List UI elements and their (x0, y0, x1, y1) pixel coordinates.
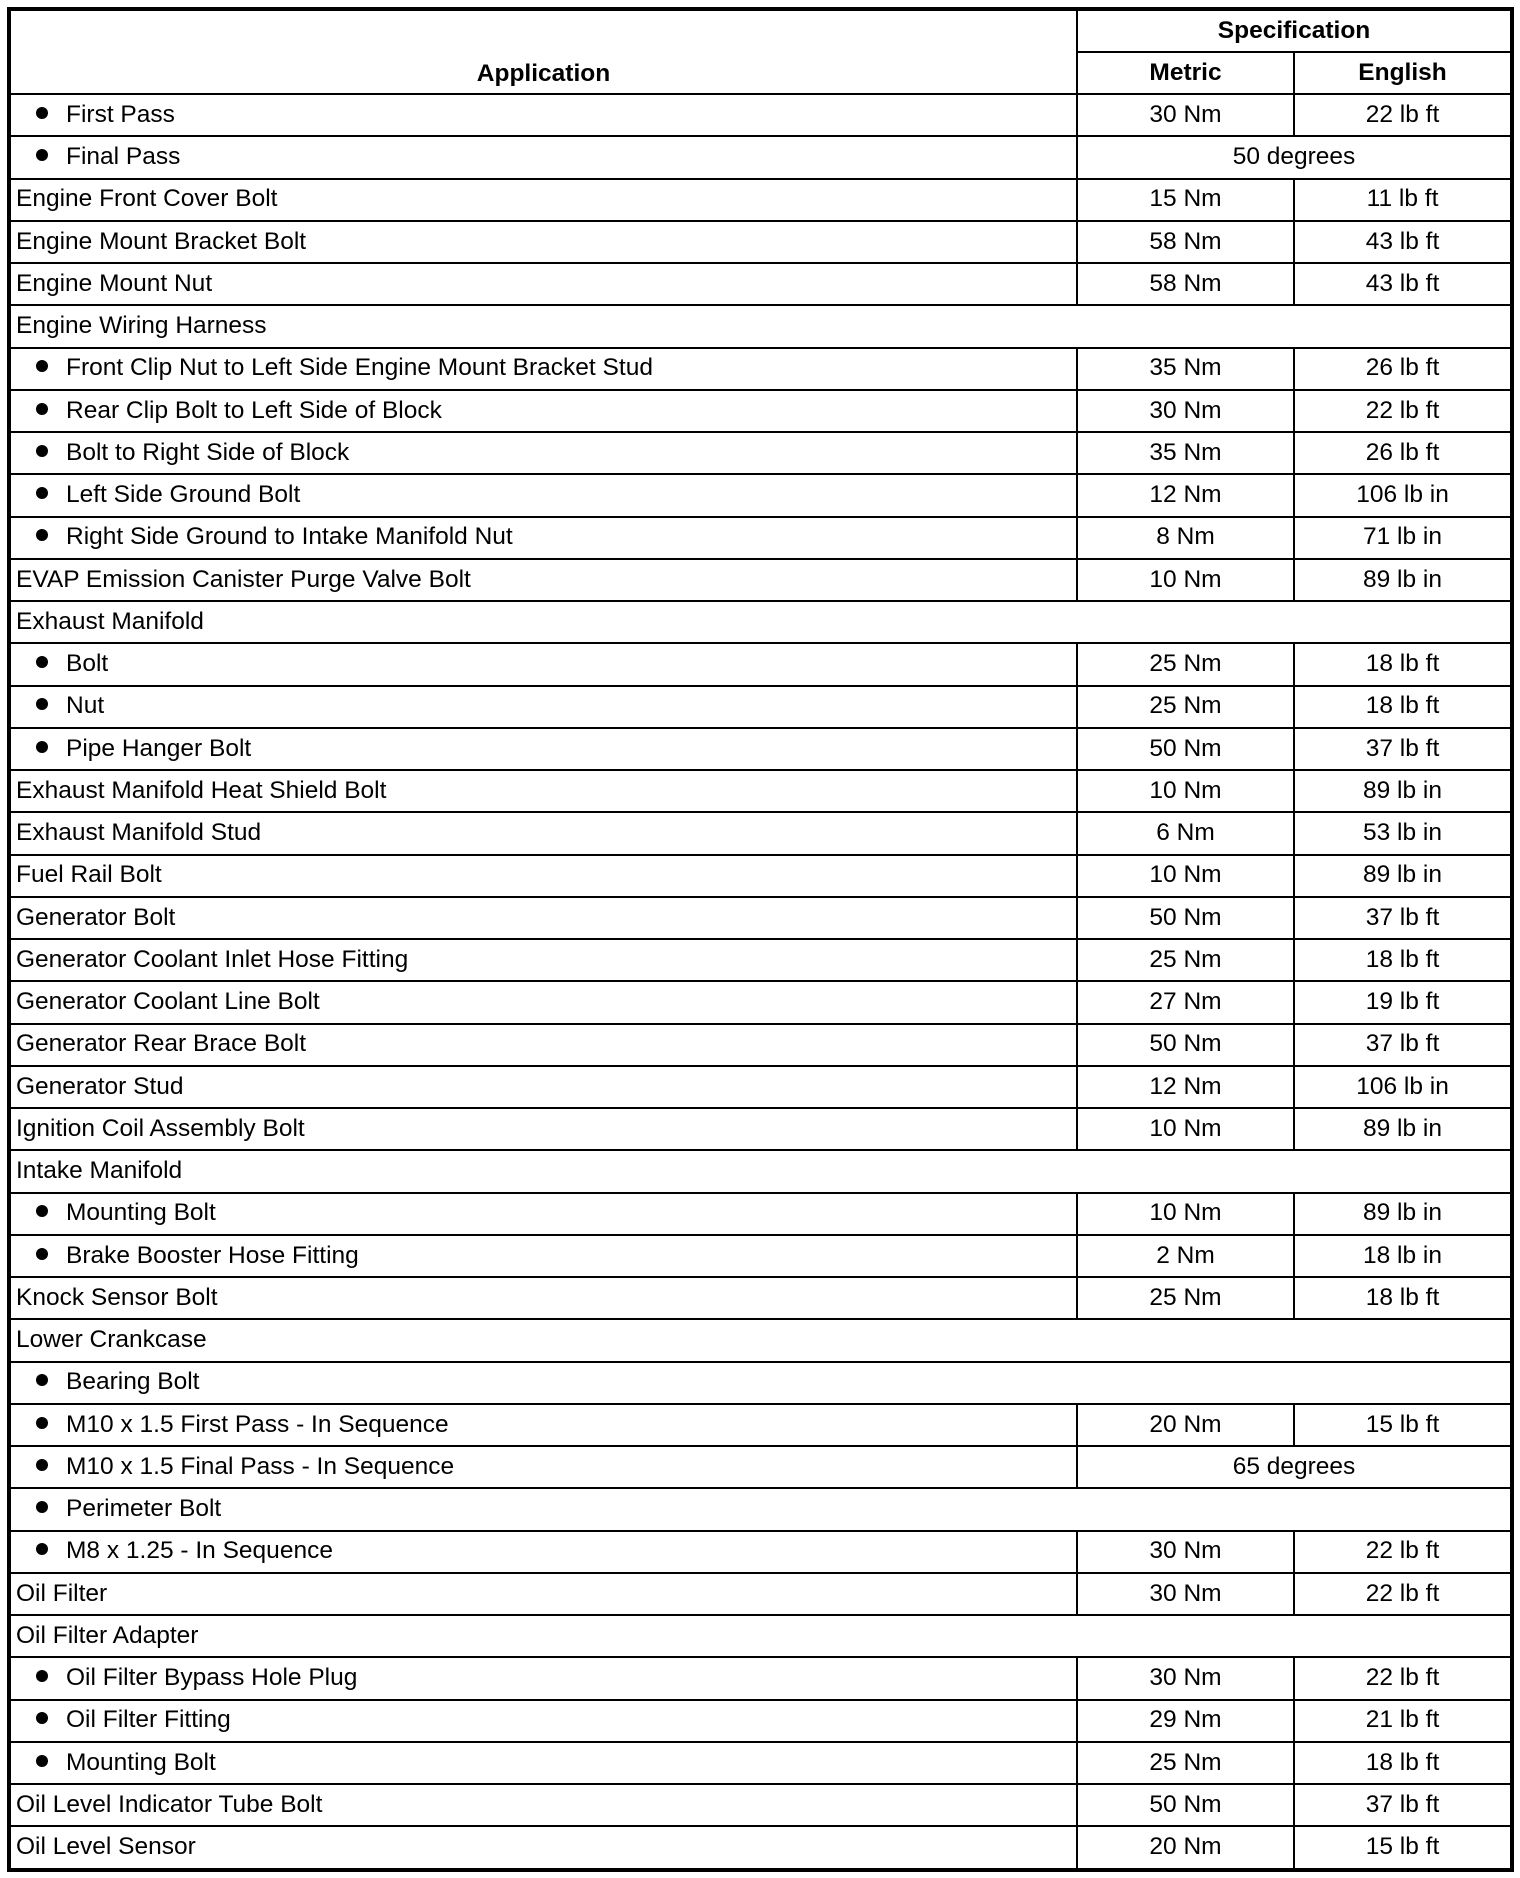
bullet-icon (36, 1417, 48, 1429)
bullet-icon (36, 1670, 48, 1682)
table-row (9, 1742, 1512, 1784)
table-row (9, 1150, 1512, 1192)
bullet-icon (36, 1543, 48, 1555)
table-row (9, 1531, 1512, 1573)
english-cell: 89 lb in (1294, 770, 1512, 812)
english-cell: 71 lb in (1294, 517, 1512, 559)
application-label: Left Side Ground Bolt (66, 481, 301, 509)
english-cell: 89 lb in (1294, 559, 1512, 601)
application-cell (9, 1742, 1077, 1784)
table-row (9, 179, 1512, 221)
metric-cell: 20 Nm (1077, 1826, 1294, 1870)
application-label: Exhaust Manifold Stud (16, 819, 262, 847)
metric-cell: 10 Nm (1077, 855, 1294, 897)
metric-cell: 10 Nm (1077, 1193, 1294, 1235)
table-row (9, 939, 1512, 981)
metric-cell: 30 Nm (1077, 1531, 1294, 1573)
application-cell (9, 263, 1077, 305)
application-label: Generator Stud (16, 1072, 184, 1100)
application-cell (9, 390, 1077, 432)
application-label: Bolt (66, 650, 109, 678)
spec-table-body (9, 94, 1512, 1870)
application-label: Exhaust Manifold (16, 607, 204, 635)
english-cell: 18 lb ft (1294, 686, 1512, 728)
metric-column-header: Metric (1077, 52, 1294, 94)
bullet-icon (36, 107, 48, 119)
application-cell (9, 1066, 1077, 1108)
bullet-icon (36, 1712, 48, 1724)
english-cell: 21 lb ft (1294, 1700, 1512, 1742)
application-label: M10 x 1.5 Final Pass - In Sequence (66, 1452, 455, 1480)
specification-cell: 50 degrees (1077, 136, 1512, 178)
application-cell (9, 1150, 1512, 1192)
metric-cell: 50 Nm (1077, 897, 1294, 939)
english-cell: 22 lb ft (1294, 1573, 1512, 1615)
table-row (9, 432, 1512, 474)
metric-cell: 15 Nm (1077, 179, 1294, 221)
application-label: Exhaust Manifold Heat Shield Bolt (16, 776, 387, 804)
application-cell (9, 1446, 1077, 1488)
bullet-icon (36, 529, 48, 541)
application-cell (9, 1615, 1512, 1657)
english-cell: 89 lb in (1294, 1193, 1512, 1235)
application-label: Perimeter Bolt (66, 1495, 222, 1523)
application-label: Engine Mount Bracket Bolt (16, 227, 307, 255)
english-cell: 18 lb ft (1294, 1742, 1512, 1784)
table-row (9, 1066, 1512, 1108)
table-row (9, 1235, 1512, 1277)
application-cell (9, 559, 1077, 601)
application-cell (9, 432, 1077, 474)
application-cell (9, 1404, 1077, 1446)
application-label: Brake Booster Hose Fitting (66, 1241, 359, 1269)
application-cell (9, 812, 1077, 854)
english-cell: 37 lb ft (1294, 897, 1512, 939)
application-label: Oil Level Sensor (16, 1833, 196, 1861)
english-cell: 106 lb in (1294, 1066, 1512, 1108)
table-row (9, 1108, 1512, 1150)
table-row (9, 559, 1512, 601)
english-cell: 22 lb ft (1294, 1531, 1512, 1573)
english-cell: 18 lb ft (1294, 643, 1512, 685)
table-row (9, 1700, 1512, 1742)
english-cell: 22 lb ft (1294, 1657, 1512, 1699)
table-row (9, 812, 1512, 854)
application-label: Oil Level Indicator Tube Bolt (16, 1790, 323, 1818)
english-cell: 89 lb in (1294, 1108, 1512, 1150)
english-cell: 37 lb ft (1294, 1024, 1512, 1066)
table-row (9, 728, 1512, 770)
bullet-icon (36, 149, 48, 161)
application-cell (9, 474, 1077, 516)
table-row (9, 1573, 1512, 1615)
application-cell (9, 1531, 1077, 1573)
application-cell (9, 855, 1077, 897)
english-column-header: English (1294, 52, 1512, 94)
table-row (9, 221, 1512, 263)
application-label: Fuel Rail Bolt (16, 861, 162, 889)
table-row (9, 1446, 1512, 1488)
application-cell (9, 1573, 1077, 1615)
metric-cell: 50 Nm (1077, 728, 1294, 770)
application-cell (9, 770, 1077, 812)
metric-cell: 29 Nm (1077, 1700, 1294, 1742)
application-label: Mounting Bolt (66, 1199, 216, 1227)
application-cell (9, 939, 1077, 981)
table-row (9, 1488, 1512, 1530)
table-row (9, 1319, 1512, 1361)
application-label: Right Side Ground to Intake Manifold Nut (66, 523, 513, 551)
table-row (9, 981, 1512, 1023)
table-row (9, 643, 1512, 685)
application-cell (9, 1700, 1077, 1742)
application-label: Lower Crankcase (16, 1326, 207, 1354)
metric-cell: 30 Nm (1077, 390, 1294, 432)
application-label: Knock Sensor Bolt (16, 1283, 218, 1311)
english-cell: 15 lb ft (1294, 1404, 1512, 1446)
application-label: Nut (66, 692, 105, 720)
torque-spec-table (7, 7, 1514, 1872)
english-cell: 19 lb ft (1294, 981, 1512, 1023)
english-cell: 15 lb ft (1294, 1826, 1512, 1870)
application-cell (9, 601, 1512, 643)
bullet-icon (36, 1755, 48, 1767)
application-cell (9, 1488, 1512, 1530)
metric-cell: 58 Nm (1077, 263, 1294, 305)
application-label: Pipe Hanger Bolt (66, 734, 252, 762)
bullet-icon (36, 360, 48, 372)
table-row (9, 1024, 1512, 1066)
metric-cell: 25 Nm (1077, 686, 1294, 728)
english-cell: 37 lb ft (1294, 728, 1512, 770)
application-label: Engine Wiring Harness (16, 312, 267, 340)
table-row (9, 770, 1512, 812)
table-row (9, 348, 1512, 390)
application-label: Final Pass (66, 143, 181, 171)
metric-cell: 2 Nm (1077, 1235, 1294, 1277)
english-cell: 11 lb ft (1294, 179, 1512, 221)
application-cell (9, 221, 1077, 263)
bullet-icon (36, 487, 48, 499)
metric-cell: 35 Nm (1077, 432, 1294, 474)
application-cell (9, 1362, 1512, 1404)
table-row (9, 686, 1512, 728)
application-cell (9, 517, 1077, 559)
application-cell (9, 981, 1077, 1023)
bullet-icon (36, 1374, 48, 1386)
table-row (9, 1277, 1512, 1319)
metric-cell: 25 Nm (1077, 1277, 1294, 1319)
application-cell (9, 305, 1512, 347)
bullet-icon (36, 1459, 48, 1471)
english-cell: 89 lb in (1294, 855, 1512, 897)
application-label: EVAP Emission Canister Purge Valve Bolt (16, 565, 471, 593)
bullet-icon (36, 445, 48, 457)
application-cell (9, 94, 1077, 136)
metric-cell: 30 Nm (1077, 1657, 1294, 1699)
metric-cell: 30 Nm (1077, 1573, 1294, 1615)
table-row (9, 1362, 1512, 1404)
application-label: Ignition Coil Assembly Bolt (16, 1114, 305, 1142)
application-column-header: Application (9, 9, 1077, 94)
metric-cell: 10 Nm (1077, 559, 1294, 601)
table-row (9, 1784, 1512, 1826)
application-cell (9, 1784, 1077, 1826)
metric-cell: 12 Nm (1077, 474, 1294, 516)
application-cell (9, 1024, 1077, 1066)
table-row (9, 601, 1512, 643)
table-row (9, 1657, 1512, 1699)
application-label: Mounting Bolt (66, 1748, 216, 1776)
application-cell (9, 348, 1077, 390)
application-label: Generator Coolant Inlet Hose Fitting (16, 945, 409, 973)
table-row (9, 390, 1512, 432)
application-cell (9, 1826, 1077, 1870)
application-label: Front Clip Nut to Left Side Engine Mount Bracket Stud (66, 354, 653, 382)
english-cell: 18 lb ft (1294, 939, 1512, 981)
english-cell: 26 lb ft (1294, 348, 1512, 390)
application-label: Oil Filter Adapter (16, 1621, 199, 1649)
metric-cell: 25 Nm (1077, 1742, 1294, 1784)
application-cell (9, 1235, 1077, 1277)
application-cell (9, 179, 1077, 221)
application-label: M10 x 1.5 First Pass - In Sequence (66, 1410, 449, 1438)
metric-cell: 30 Nm (1077, 94, 1294, 136)
bullet-icon (36, 741, 48, 753)
english-cell: 43 lb ft (1294, 263, 1512, 305)
table-row (9, 1193, 1512, 1235)
table-row (9, 1826, 1512, 1870)
application-label: Engine Front Cover Bolt (16, 185, 278, 213)
specification-column-header: Specification (1077, 9, 1512, 52)
table-row (9, 474, 1512, 516)
english-cell: 43 lb ft (1294, 221, 1512, 263)
english-cell: 37 lb ft (1294, 1784, 1512, 1826)
metric-cell: 50 Nm (1077, 1784, 1294, 1826)
metric-cell: 6 Nm (1077, 812, 1294, 854)
metric-cell: 25 Nm (1077, 939, 1294, 981)
table-row (9, 897, 1512, 939)
metric-cell: 20 Nm (1077, 1404, 1294, 1446)
metric-cell: 10 Nm (1077, 1108, 1294, 1150)
application-cell (9, 728, 1077, 770)
table-row (9, 517, 1512, 559)
table-row (9, 855, 1512, 897)
bullet-icon (36, 1205, 48, 1217)
english-cell: 18 lb ft (1294, 1277, 1512, 1319)
application-cell (9, 1319, 1512, 1361)
application-label: Bearing Bolt (66, 1368, 200, 1396)
application-label: Intake Manifold (16, 1157, 183, 1185)
table-row (9, 305, 1512, 347)
application-cell (9, 1108, 1077, 1150)
english-cell: 22 lb ft (1294, 390, 1512, 432)
table-row (9, 136, 1512, 178)
application-label: Oil Filter (16, 1579, 108, 1607)
specification-cell: 65 degrees (1077, 1446, 1512, 1488)
application-cell (9, 1657, 1077, 1699)
application-label: Oil Filter Fitting (66, 1706, 231, 1734)
application-label: Bolt to Right Side of Block (66, 438, 350, 466)
table-row (9, 263, 1512, 305)
bullet-icon (36, 656, 48, 668)
application-label: M8 x 1.25 - In Sequence (66, 1537, 333, 1565)
english-cell: 53 lb in (1294, 812, 1512, 854)
english-cell: 18 lb in (1294, 1235, 1512, 1277)
application-cell (9, 897, 1077, 939)
application-label: Generator Bolt (16, 903, 176, 931)
application-cell (9, 1193, 1077, 1235)
application-cell (9, 643, 1077, 685)
metric-cell: 10 Nm (1077, 770, 1294, 812)
metric-cell: 58 Nm (1077, 221, 1294, 263)
english-cell: 26 lb ft (1294, 432, 1512, 474)
english-cell: 22 lb ft (1294, 94, 1512, 136)
table-row (9, 1615, 1512, 1657)
metric-cell: 27 Nm (1077, 981, 1294, 1023)
application-label: Generator Coolant Line Bolt (16, 988, 320, 1016)
bullet-icon (36, 1248, 48, 1260)
application-label: Rear Clip Bolt to Left Side of Block (66, 396, 442, 424)
bullet-icon (36, 698, 48, 710)
english-cell: 106 lb in (1294, 474, 1512, 516)
application-label: Engine Mount Nut (16, 269, 213, 297)
application-cell (9, 686, 1077, 728)
application-label: First Pass (66, 100, 175, 128)
application-label: Oil Filter Bypass Hole Plug (66, 1664, 358, 1692)
bullet-icon (36, 403, 48, 415)
application-cell (9, 136, 1077, 178)
application-cell (9, 1277, 1077, 1319)
table-row (9, 94, 1512, 136)
application-label: Generator Rear Brace Bolt (16, 1030, 307, 1058)
bullet-icon (36, 1501, 48, 1513)
metric-cell: 8 Nm (1077, 517, 1294, 559)
metric-cell: 12 Nm (1077, 1066, 1294, 1108)
metric-cell: 25 Nm (1077, 643, 1294, 685)
metric-cell: 50 Nm (1077, 1024, 1294, 1066)
metric-cell: 35 Nm (1077, 348, 1294, 390)
table-row (9, 1404, 1512, 1446)
